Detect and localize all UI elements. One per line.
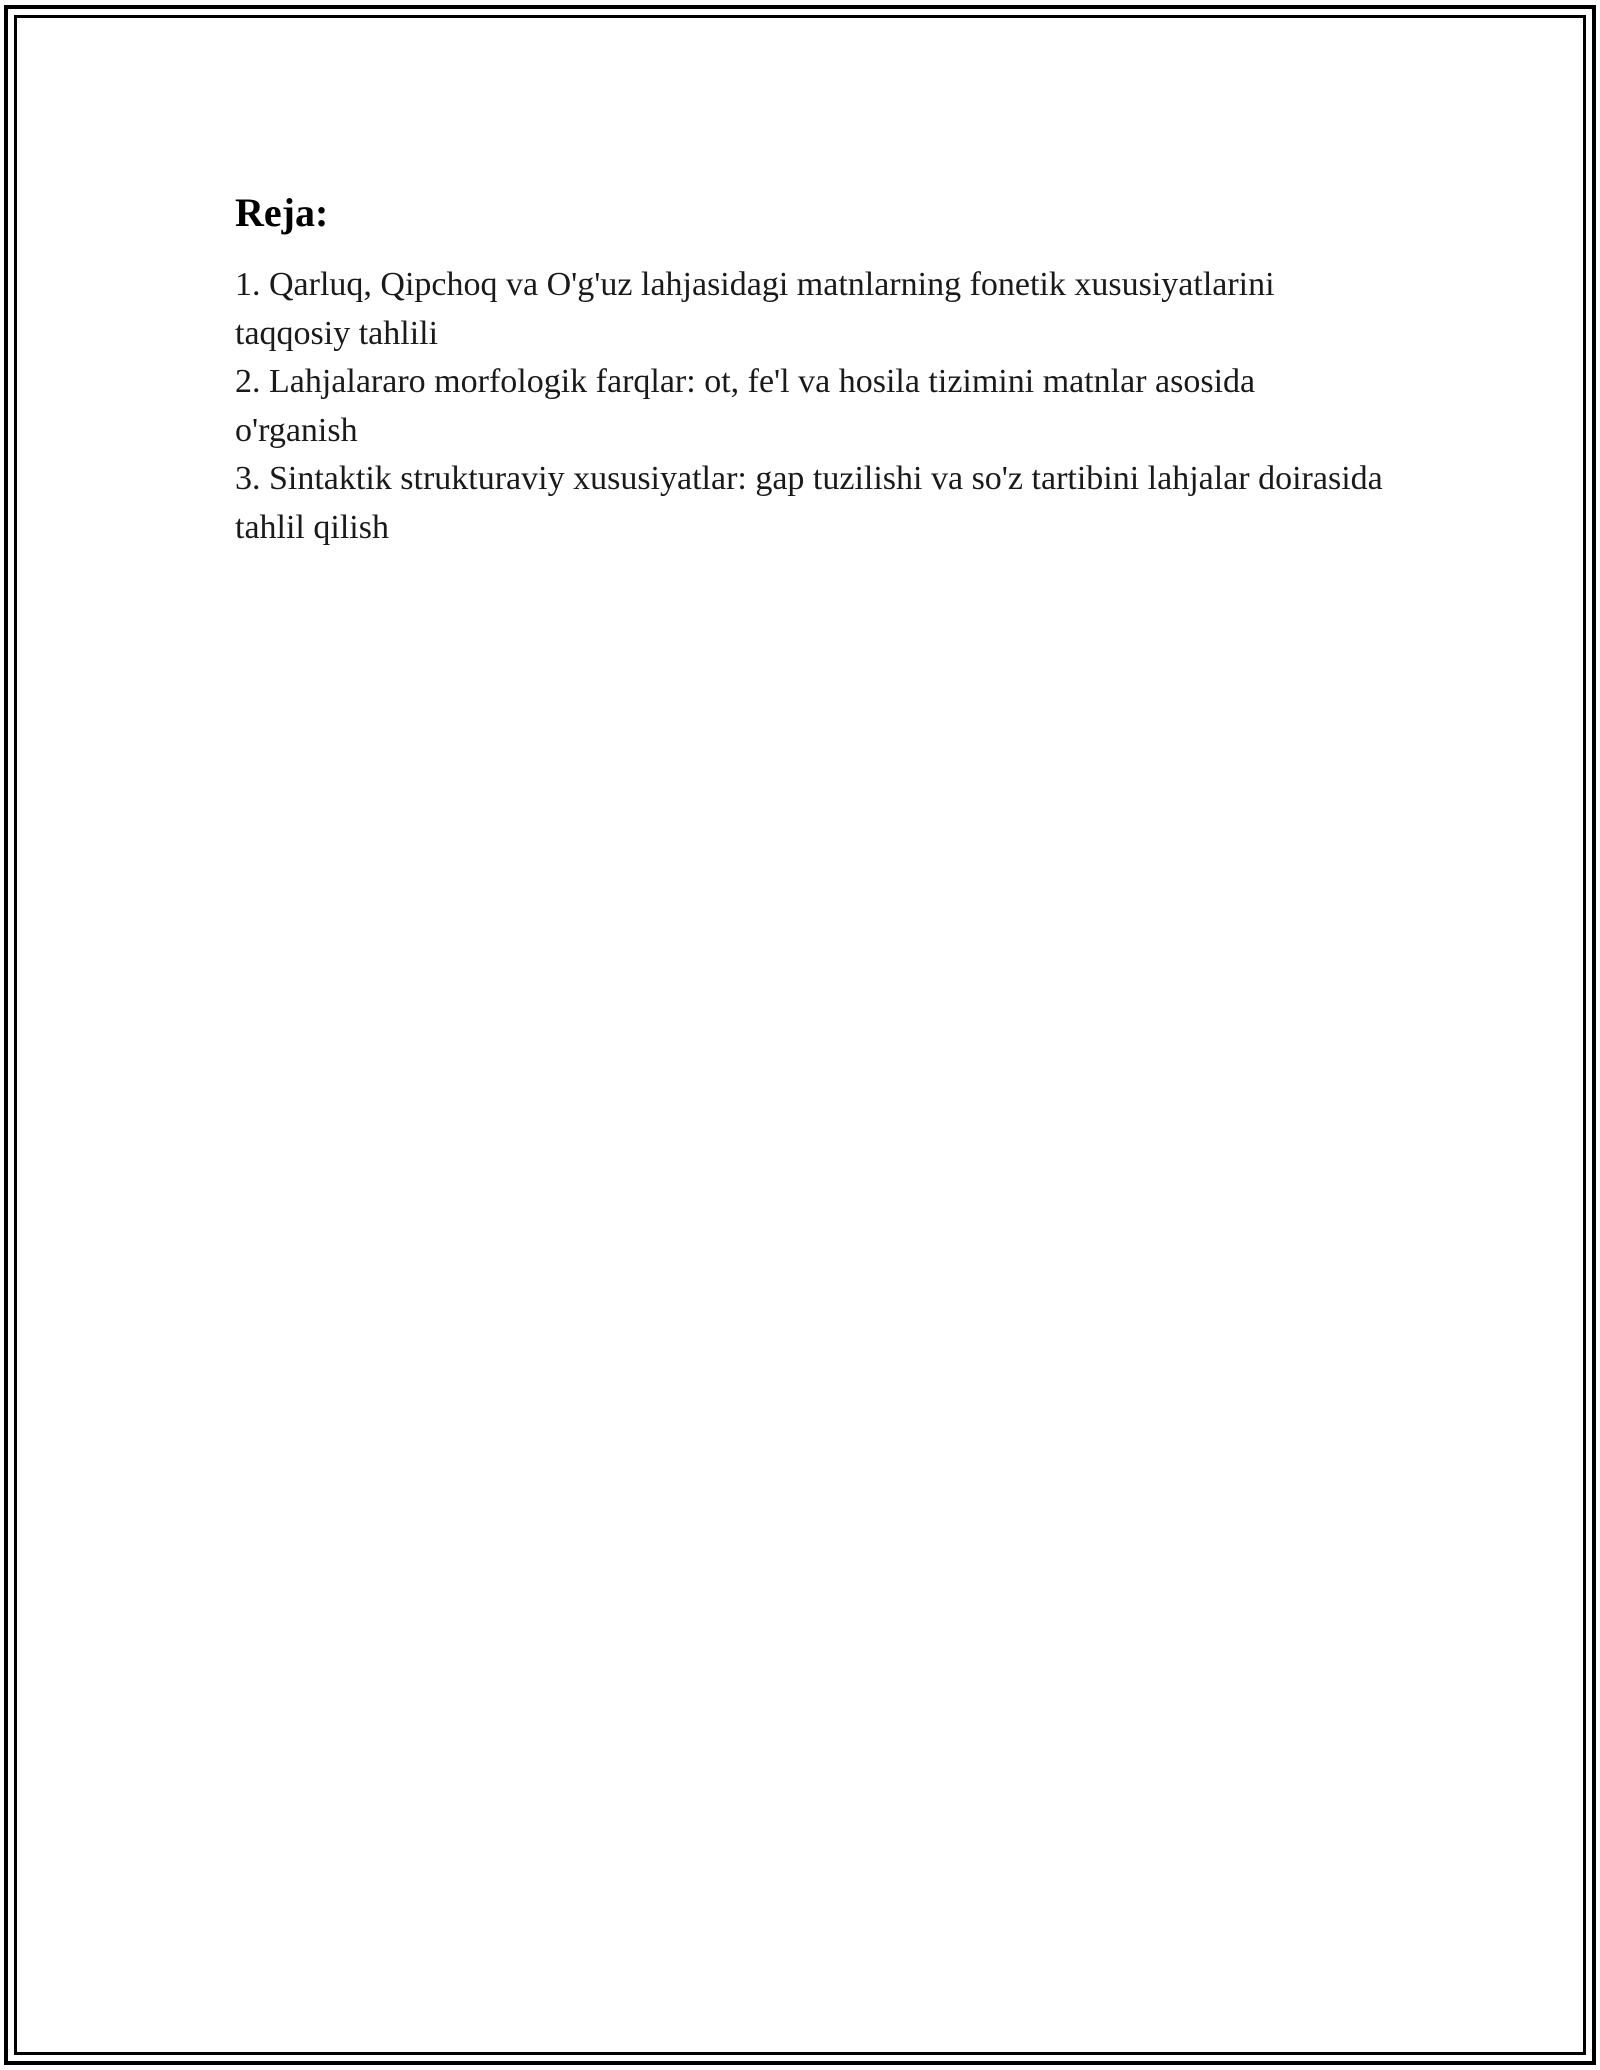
plan-item-3: 3. Sintaktik strukturaviy xususiyatlar: gap tuzilishi va so'z tartibini lahjalar doirasida tahlil qilish	[235, 460, 1383, 546]
plan-item-2: 2. Lahjalararo morfologik farqlar: ot, fe'l va hosila tizimini matnlar asosida o'rganish	[235, 363, 1256, 449]
plan-item-1: 1. Qarluq, Qipchoq va O'g'uz lahjasidagi matnlarning fonetik xususiyatlarini taqqosiy tahlili	[235, 266, 1275, 352]
plan-list	[235, 261, 1385, 552]
document-body	[235, 185, 1385, 552]
plan-heading: Reja:	[235, 190, 329, 235]
